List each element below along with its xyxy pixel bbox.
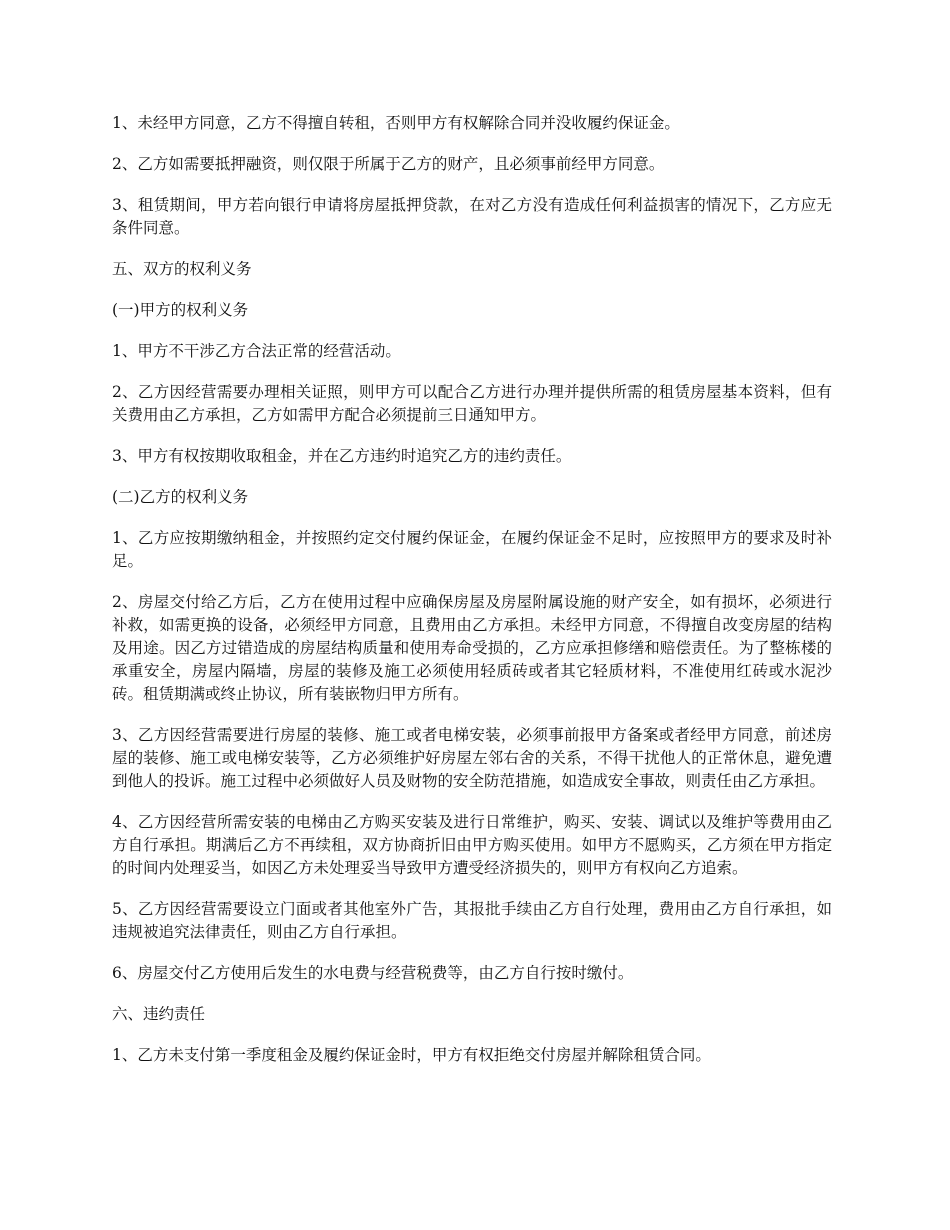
section-heading-breach-liability: 六、违约责任	[112, 1005, 206, 1023]
party-a-clause-3: 3、甲方有权按期收取租金，并在乙方违约时追究乙方的违约责任。	[112, 447, 572, 465]
subsection-heading-party-a: (一)甲方的权利义务	[112, 301, 249, 319]
party-a-clause-2: 2、乙方因经营需要办理相关证照，则甲方可以配合乙方进行办理并提供所需的租赁房屋基本资料，但有关费用由乙方承担，乙方如需甲方配合必须提前三日通知甲方。	[112, 383, 832, 424]
party-b-clause-1: 1、乙方应按期缴纳租金，并按照约定交付履约保证金，在履约保证金不足时，应按照甲方的要求及时补足。	[112, 529, 832, 570]
clause-1-sublease: 1、未经甲方同意，乙方不得擅自转租，否则甲方有权解除合同并没收履约保证金。	[112, 114, 680, 132]
party-b-clause-2: 2、房屋交付给乙方后，乙方在使用过程中应确保房屋及房屋附属设施的财产安全，如有损坏，必须进行补救，如需更换的设备，必须经甲方同意，且费用由乙方承担。未经甲方同意，不得擅自改变房屋的结构及用途。因乙方过错造成的房屋结构质量和使用寿命受损的，乙方应承担修缮和赔偿责任。为了整栋楼的承重安全，房屋内隔墙，房屋的装修及施工必须使用轻质砖或者其它轻质材料，不准使用红砖或水泥沙砖。租赁期满或终止协议，所有装嵌物归甲方所有。	[112, 593, 832, 703]
party-b-clause-5: 5、乙方因经营需要设立门面或者其他室外广告，其报批手续由乙方自行处理，费用由乙方自行承担，如违规被追究法律责任，则由乙方自行承担。	[112, 900, 832, 941]
subsection-heading-party-b: (二)乙方的权利义务	[112, 488, 249, 506]
party-b-clause-6: 6、房屋交付乙方使用后发生的水电费与经营税费等，由乙方自行按时缴付。	[112, 964, 634, 982]
clause-2-mortgage-financing: 2、乙方如需要抵押融资，则仅限于所属于乙方的财产，且必须事前经甲方同意。	[112, 155, 665, 173]
party-b-clause-4: 4、乙方因经营所需安装的电梯由乙方购买安装及进行日常维护，购买、安装、调试以及维护等费用由乙方自行承担。期满后乙方不再续租，双方协商折旧由甲方购买使用。如甲方不愿购买，乙方须在甲方指定的时间内处理妥当，如因乙方未处理妥当导致甲方遭受经济损失的，则甲方有权向乙方追索。	[112, 813, 832, 877]
party-a-clause-1: 1、甲方不干涉乙方合法正常的经营活动。	[112, 342, 401, 360]
party-b-clause-3: 3、乙方因经营需要进行房屋的装修、施工或者电梯安装，必须事前报甲方备案或者经甲方同意，前述房屋的装修、施工或电梯安装等，乙方必须维护好房屋左邻右舍的关系，不得干扰他人的正常休息，避免遭到他人的投诉。施工过程中必须做好人员及财物的安全防范措施，如造成安全事故，则责任由乙方承担。	[112, 726, 832, 790]
breach-clause-1: 1、乙方未支付第一季度租金及履约保证金时，甲方有权拒绝交付房屋并解除租赁合同。	[112, 1046, 711, 1064]
clause-3-bank-loan: 3、租赁期间，甲方若向银行申请将房屋抵押贷款，在对乙方没有造成任何利益损害的情况下，乙方应无条件同意。	[112, 196, 832, 237]
section-heading-rights-obligations: 五、双方的权利义务	[112, 260, 252, 278]
